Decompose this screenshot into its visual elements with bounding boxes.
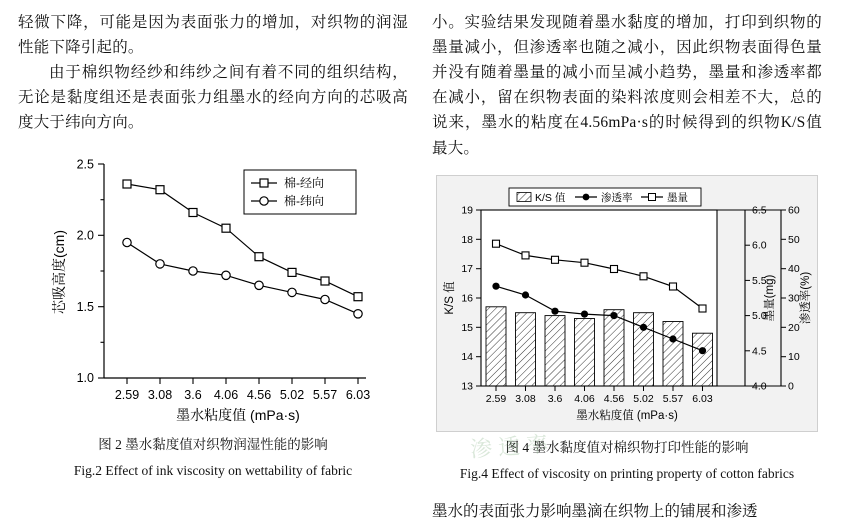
svg-text:14: 14 — [461, 350, 473, 363]
svg-text:3.08: 3.08 — [147, 387, 173, 402]
svg-text:2.59: 2.59 — [114, 387, 140, 402]
svg-text:墨水粘度值 (mPa·s): 墨水粘度值 (mPa·s) — [176, 406, 300, 423]
svg-text:K/S 值: K/S 值 — [444, 281, 456, 315]
svg-text:3.08: 3.08 — [515, 392, 536, 405]
right-paragraph-1: 小。实验结果发现随着墨水黏度的增加，打印到织物的墨量减小，但渗透率也随之减小，因此织物表面得色量并没有随着墨量的减小而呈减小趋势，墨量和渗透率都在减小，留在织物表面的染料浓度则会相差不大，总的说来，墨水的粘度在4.56mPa·s的时候得到的织物K/S值最大。 — [432, 14, 822, 157]
svg-text:16: 16 — [461, 292, 473, 305]
svg-text:4.5: 4.5 — [752, 344, 767, 357]
left-column — [18, 10, 408, 499]
svg-text:2.59: 2.59 — [485, 392, 507, 405]
svg-text:2.5: 2.5 — [76, 156, 94, 171]
svg-text:芯吸高度(cm): 芯吸高度(cm) — [51, 229, 67, 314]
svg-text:4.06: 4.06 — [574, 392, 595, 405]
svg-text:墨量: 墨量 — [667, 191, 688, 204]
svg-text:19: 19 — [461, 204, 473, 217]
figure-2-legend — [244, 170, 356, 214]
svg-text:10: 10 — [788, 350, 800, 363]
svg-text:1.0: 1.0 — [76, 370, 94, 385]
svg-text:2.0: 2.0 — [76, 228, 94, 243]
svg-text:4.56: 4.56 — [246, 387, 272, 402]
figure-4-caption-cn: 图 4 墨水黏度值对棉织物打印性能的影响 — [505, 439, 749, 455]
figure-2-chart — [48, 150, 378, 425]
svg-text:60: 60 — [788, 204, 800, 217]
wicking-height-line-chart — [48, 150, 378, 425]
svg-text:墨水粘度值 (mPa·s): 墨水粘度值 (mPa·s) — [576, 409, 678, 422]
svg-text:3.6: 3.6 — [184, 387, 202, 402]
svg-text:13: 13 — [461, 380, 473, 393]
figure-4-chart — [436, 175, 818, 432]
figure-4-caption-en: Fig.4 Effect of viscosity on printing property of cotton fabrics — [459, 465, 795, 481]
svg-text:渗透率: 渗透率 — [601, 191, 633, 204]
svg-text:K/S 值: K/S 值 — [535, 191, 566, 204]
svg-text:1.5: 1.5 — [76, 299, 94, 314]
svg-text:18: 18 — [461, 233, 473, 246]
figure-2-caption-en: Fig.2 Effect of ink viscosity on wettability of fabric — [73, 462, 353, 478]
svg-text:6.03: 6.03 — [692, 392, 713, 405]
svg-text:5.5: 5.5 — [752, 274, 767, 287]
figure-2-caption-cn: 图 2 墨水黏度值对织物润湿性能的影响 — [98, 436, 328, 452]
svg-text:5.02: 5.02 — [633, 392, 654, 405]
svg-text:50: 50 — [788, 233, 800, 246]
svg-text:6.5: 6.5 — [752, 204, 767, 217]
svg-text:4.56: 4.56 — [603, 392, 625, 405]
figure-4-legend — [509, 188, 701, 206]
svg-text:0: 0 — [788, 380, 794, 393]
watermark: 渗透率 — [469, 431, 555, 462]
svg-text:墨量(mg): 墨量(mg) — [764, 274, 776, 321]
svg-text:渗透率(%): 渗透率(%) — [800, 271, 812, 324]
svg-text:棉-经向: 棉-经向 — [284, 175, 324, 190]
svg-text:棉-纬向: 棉-纬向 — [284, 193, 324, 208]
svg-text:3.6: 3.6 — [547, 392, 563, 405]
left-paragraph-2: 由于棉织物经纱和纬纱之间有着不同的组织结构，无论是黏度组还是表面张力组墨水的经向方向的芯吸高度大于纬向方向。 — [18, 64, 408, 132]
svg-text:4.0: 4.0 — [752, 380, 767, 393]
svg-text:5.57: 5.57 — [312, 387, 338, 402]
svg-text:30: 30 — [788, 292, 800, 305]
printing-property-combo-chart — [437, 176, 817, 429]
svg-text:5.57: 5.57 — [662, 392, 684, 405]
right-tail-text: 墨水的表面张力影响墨滴在织物上的铺展和渗透 — [432, 502, 758, 520]
right-column — [432, 10, 822, 520]
figure-2 — [18, 150, 408, 482]
svg-text:17: 17 — [461, 262, 473, 275]
svg-text:4.06: 4.06 — [213, 387, 239, 402]
svg-text:6.0: 6.0 — [752, 239, 767, 252]
svg-text:15: 15 — [461, 321, 473, 334]
left-paragraph-1: 轻微下降，可能是因为表面张力的增加，对织物的润湿性能下降引起的。 — [18, 14, 408, 57]
svg-text:20: 20 — [788, 321, 800, 334]
figure-4 — [432, 175, 822, 485]
series-warp-markers — [123, 180, 362, 301]
svg-text:6.03: 6.03 — [345, 387, 371, 402]
svg-text:40: 40 — [788, 262, 800, 275]
svg-text:5.02: 5.02 — [279, 387, 305, 402]
svg-text:5.0: 5.0 — [752, 309, 767, 322]
